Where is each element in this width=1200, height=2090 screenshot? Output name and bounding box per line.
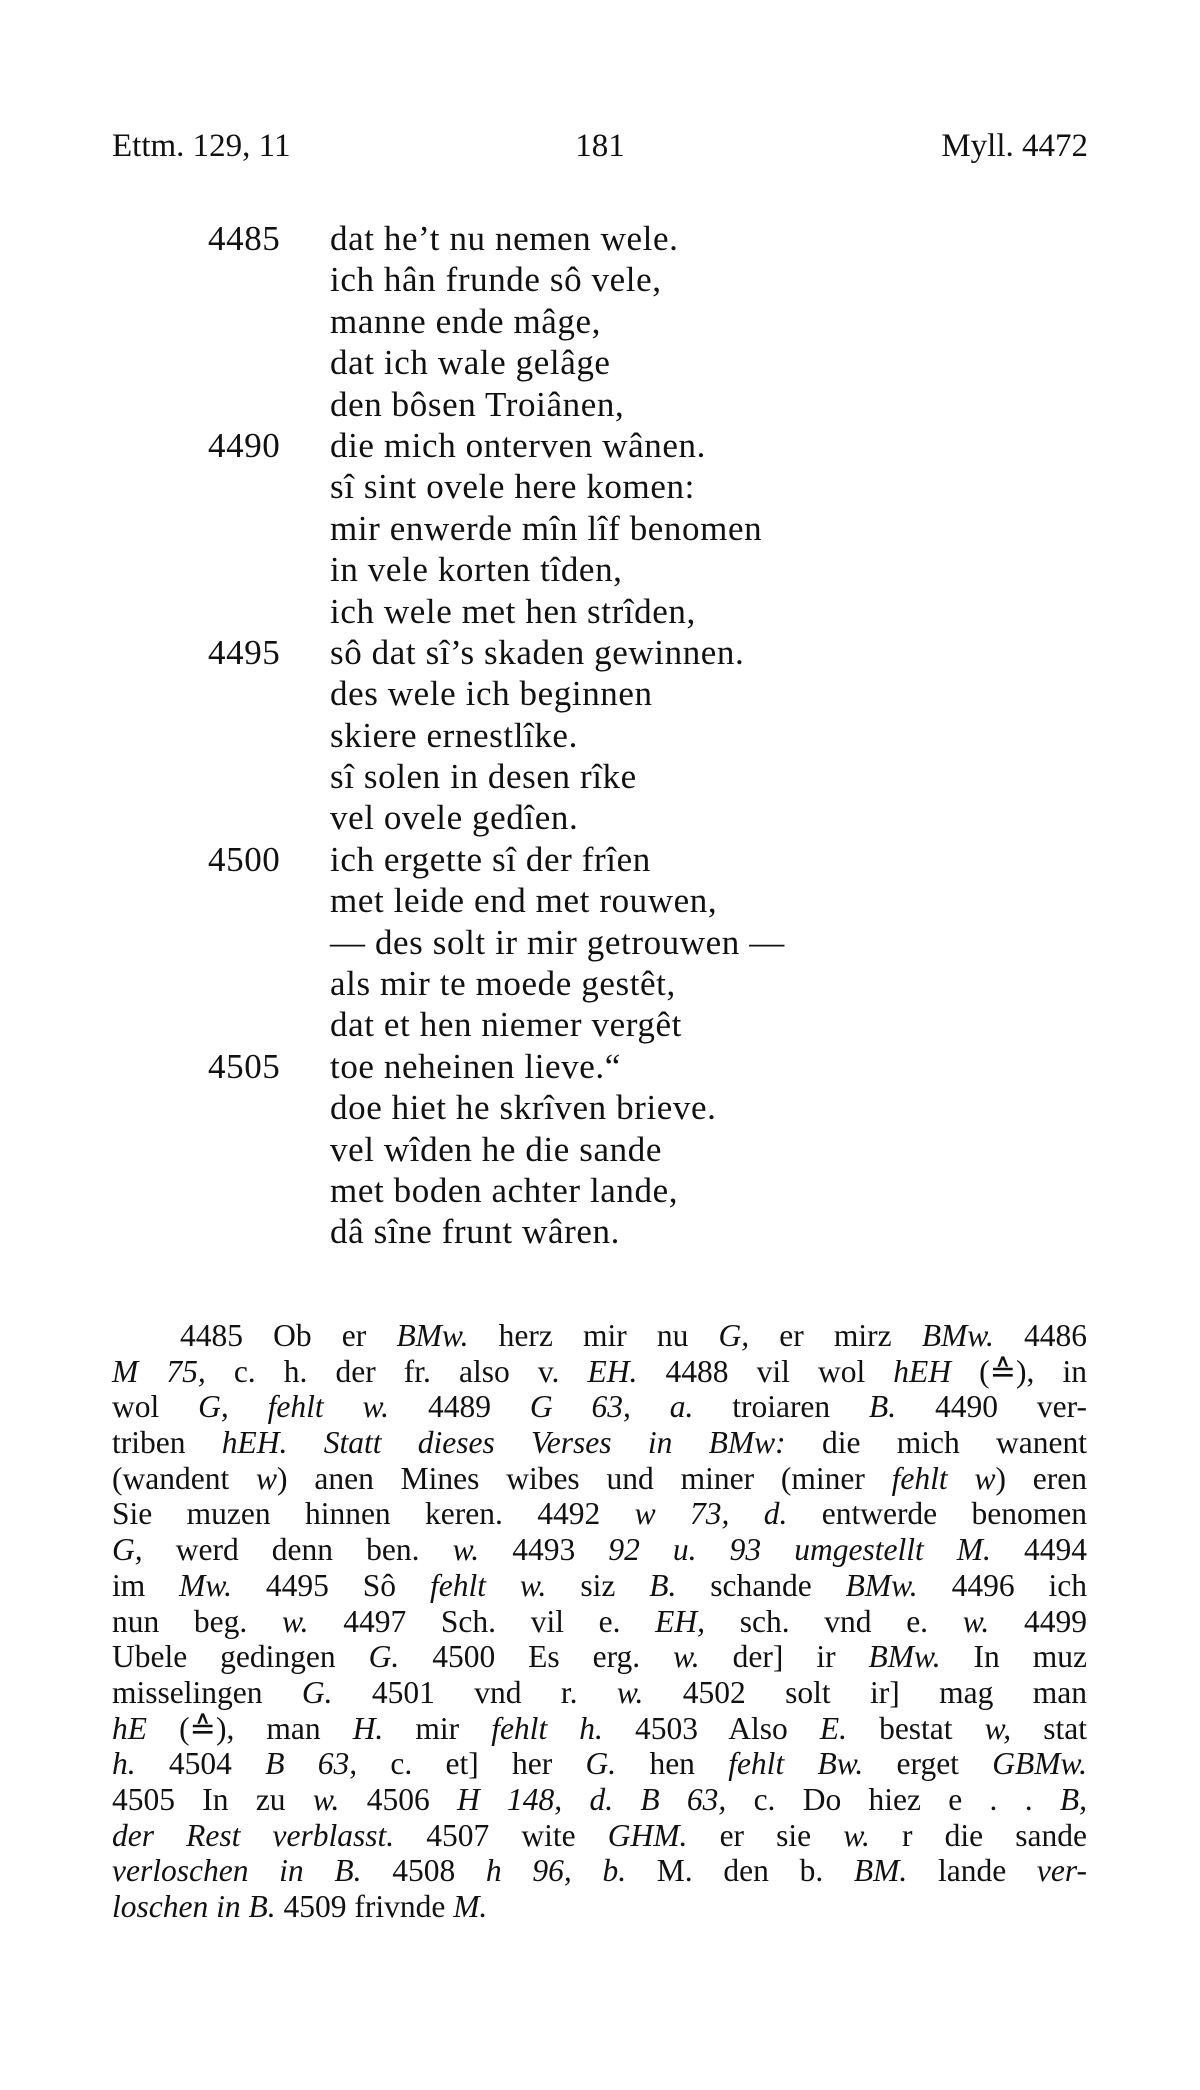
apparatus-siglum: Mw.: [179, 1567, 232, 1603]
apparatus-siglum: G, fehlt w.: [198, 1389, 390, 1425]
apparatus-text: troiaren: [693, 1389, 870, 1425]
apparatus-line: [112, 1711, 1087, 1747]
apparatus-line: [112, 1639, 1087, 1675]
apparatus-siglum: G.: [368, 1639, 400, 1675]
verse-text: doe hiet he skrîven brieve.: [330, 1088, 717, 1128]
verse-text: met boden achter lande,: [330, 1170, 679, 1210]
apparatus-text: 4489: [389, 1389, 530, 1425]
verse-line: [0, 1170, 1200, 1211]
verse-text: sî solen in desen rîke: [330, 757, 637, 797]
verse-text: met leide end met rouwen,: [330, 881, 718, 921]
apparatus-text: 4501 vnd r.: [332, 1674, 617, 1710]
apparatus-siglum: EH.: [587, 1353, 638, 1389]
page-number: 181: [575, 128, 625, 164]
verse-line: [0, 301, 1200, 342]
apparatus-text: wol: [112, 1389, 199, 1425]
verse-text: dat et hen niemer vergêt: [330, 1005, 682, 1045]
apparatus-text: c. Do hiez e . .: [726, 1781, 1060, 1817]
verse-text: skiere ernestlîke.: [330, 715, 578, 755]
apparatus-siglum: hEH: [893, 1353, 952, 1389]
apparatus-siglum: fehlt w: [891, 1460, 996, 1496]
apparatus-text: lande: [907, 1853, 1037, 1889]
verse-text: dat he’t nu nemen wele.: [330, 219, 679, 258]
verse-line: [0, 1211, 1200, 1252]
apparatus-siglum: H.: [352, 1710, 384, 1746]
verse-number: 4505: [208, 1046, 281, 1086]
apparatus-siglum: B,: [1059, 1781, 1087, 1817]
apparatus-text: Ubele gedingen: [112, 1639, 369, 1675]
apparatus-line: [112, 1389, 1087, 1425]
verse-text: dâ sîne frunt wâren.: [330, 1212, 620, 1252]
apparatus-siglum: BMw.: [396, 1318, 469, 1353]
apparatus-text: siz: [546, 1567, 650, 1603]
verse-text: ich wele met hen strîden,: [330, 591, 696, 631]
apparatus-text: 4506: [339, 1781, 457, 1817]
apparatus-text: 4490 ver-: [896, 1389, 1088, 1425]
verse-line: [0, 715, 1200, 756]
apparatus-siglum: verloschen in B.: [112, 1853, 362, 1889]
apparatus-text: c. h. der fr. also v.: [205, 1353, 588, 1389]
apparatus-siglum: BMw.: [921, 1318, 994, 1353]
apparatus-text: 4496 ich: [917, 1567, 1087, 1603]
apparatus-siglum: w.: [281, 1603, 309, 1639]
apparatus-siglum: G,: [112, 1532, 143, 1568]
apparatus-text: r die sande: [869, 1817, 1087, 1853]
apparatus-line: [112, 1496, 1087, 1532]
apparatus-siglum: B 63,: [265, 1746, 358, 1782]
verse-text-block: [0, 218, 1200, 1253]
verse-line: [0, 880, 1200, 921]
apparatus-text: 4497 Sch. vil e.: [308, 1603, 656, 1639]
apparatus-text: c. et] her: [357, 1746, 586, 1782]
running-header: [112, 126, 1088, 166]
apparatus-text: 4493: [479, 1532, 609, 1568]
verse-text: ich ergette sî der frîen: [330, 839, 651, 879]
apparatus-siglum: w 73, d.: [634, 1496, 788, 1532]
apparatus-text: 4509 frivnde: [275, 1889, 454, 1924]
verse-text: mir enwerde mîn lîf benomen: [330, 508, 763, 548]
apparatus-siglum: w.: [962, 1603, 990, 1639]
apparatus-text: misselingen: [112, 1674, 302, 1710]
apparatus-siglum: loschen in B.: [112, 1889, 276, 1924]
apparatus-siglum: H 148, d. B 63,: [457, 1781, 727, 1817]
apparatus-text: M. den b.: [626, 1853, 854, 1889]
verse-line: [0, 342, 1200, 383]
verse-line: [0, 756, 1200, 797]
verse-text: sî sint ovele here komen:: [330, 467, 695, 507]
apparatus-line: [112, 1461, 1087, 1497]
apparatus-siglum: GBMw.: [992, 1746, 1087, 1782]
verse-line: [0, 466, 1200, 507]
verse-line: [0, 1004, 1200, 1045]
verse-line: [0, 259, 1200, 300]
apparatus-siglum: fehlt w.: [429, 1567, 547, 1603]
verse-line: [0, 839, 1200, 880]
apparatus-line: [112, 1568, 1087, 1604]
apparatus-text: entwerde benomen: [787, 1496, 1087, 1532]
apparatus-siglum: B.: [869, 1389, 897, 1425]
apparatus-siglum: w.: [616, 1674, 644, 1710]
apparatus-siglum: G.: [585, 1746, 617, 1782]
apparatus-text: er sie: [687, 1817, 844, 1853]
apparatus-text: erget: [863, 1746, 993, 1782]
apparatus-text: 4485 Ob er: [180, 1318, 397, 1353]
apparatus-line: [112, 1354, 1087, 1390]
critical-apparatus: [112, 1318, 1087, 1925]
apparatus-text: schande: [676, 1567, 846, 1603]
verse-number: 4490: [208, 425, 281, 465]
verse-line: [0, 1087, 1200, 1128]
verse-line: [0, 384, 1200, 425]
apparatus-siglum: BM.: [853, 1853, 908, 1889]
apparatus-text: im: [112, 1567, 180, 1603]
apparatus-text: (≙), man: [147, 1710, 353, 1746]
apparatus-siglum: G 63, a.: [529, 1389, 694, 1425]
apparatus-line: [112, 1425, 1087, 1461]
apparatus-text: 4507 wite: [394, 1817, 608, 1853]
apparatus-text: 4503 Also: [602, 1710, 820, 1746]
verse-text: — des solt ir mir getrouwen —: [330, 922, 785, 962]
verse-text: vel wîden he die sande: [330, 1129, 662, 1169]
apparatus-siglum: der Rest verblasst.: [112, 1817, 395, 1853]
apparatus-text: herz mir nu: [468, 1318, 719, 1353]
apparatus-siglum: fehlt h.: [491, 1710, 603, 1746]
header-right-reference: Myll. 4472: [941, 128, 1088, 164]
apparatus-text: ) anen Mines wibes und miner (miner: [277, 1460, 892, 1496]
apparatus-text: 4499: [989, 1603, 1087, 1639]
verse-line: [0, 549, 1200, 590]
apparatus-text: der] ir: [699, 1639, 869, 1675]
verse-line: [0, 1129, 1200, 1170]
apparatus-siglum: 92 u. 93 umgestellt M.: [608, 1532, 991, 1568]
apparatus-siglum: hE: [112, 1710, 147, 1746]
apparatus-siglum: h 96, b.: [485, 1853, 627, 1889]
apparatus-siglum: hEH. Statt dieses Verses in BMw:: [221, 1425, 786, 1461]
apparatus-siglum: EH,: [655, 1603, 706, 1639]
apparatus-text: ) eren: [995, 1460, 1088, 1496]
apparatus-siglum: w,: [984, 1710, 1012, 1746]
verse-number: 4485: [208, 219, 281, 258]
apparatus-text: die mich wanent: [785, 1425, 1087, 1461]
apparatus-text: 4502 solt ir] mag man: [643, 1674, 1087, 1710]
apparatus-line: [112, 1675, 1087, 1711]
verse-text: die mich onterven wânen.: [330, 425, 706, 465]
apparatus-text: nun beg.: [112, 1603, 282, 1639]
apparatus-siglum: w.: [312, 1781, 340, 1817]
apparatus-text: In muz: [940, 1639, 1087, 1675]
apparatus-siglum: M.: [453, 1889, 488, 1924]
verse-number: 4500: [208, 839, 281, 879]
apparatus-line: [112, 1604, 1087, 1640]
apparatus-text: bestat: [847, 1710, 985, 1746]
verse-text: den bôsen Troiânen,: [330, 384, 625, 424]
apparatus-siglum: G,: [718, 1318, 750, 1353]
apparatus-text: mir: [383, 1710, 492, 1746]
apparatus-line: [112, 1889, 1087, 1925]
apparatus-siglum: G.: [301, 1674, 333, 1710]
apparatus-line: [112, 1853, 1087, 1889]
apparatus-line: [112, 1318, 1087, 1354]
apparatus-text: (≙), in: [951, 1353, 1087, 1389]
apparatus-siglum: w.: [673, 1639, 700, 1675]
verse-text: des wele ich beginnen: [330, 674, 653, 714]
apparatus-siglum: h.: [112, 1746, 136, 1782]
verse-text: sô dat sî’s skaden gewinnen.: [330, 632, 745, 672]
apparatus-text: 4504: [135, 1746, 266, 1782]
apparatus-text: er mirz: [749, 1318, 922, 1353]
apparatus-text: Sie muzen hinnen keren. 4492: [112, 1496, 635, 1532]
apparatus-siglum: GHM.: [607, 1817, 688, 1853]
apparatus-text: (wandent: [112, 1460, 257, 1496]
verse-text: manne ende mâge,: [330, 301, 602, 341]
apparatus-text: stat: [1011, 1710, 1087, 1746]
apparatus-text: hen: [616, 1746, 729, 1782]
verse-line: [0, 632, 1200, 673]
apparatus-text: sch. vnd e.: [705, 1603, 963, 1639]
apparatus-text: 4500 Es erg.: [399, 1639, 674, 1675]
verse-number: 4495: [208, 632, 281, 672]
header-left-reference: Ettm. 129, 11: [112, 128, 291, 164]
apparatus-line: [112, 1746, 1087, 1782]
apparatus-text: 4505 In zu: [112, 1781, 313, 1817]
apparatus-siglum: E.: [819, 1710, 847, 1746]
apparatus-siglum: B.: [649, 1567, 677, 1603]
verse-text: in vele korten tîden,: [330, 550, 623, 590]
apparatus-siglum: w.: [843, 1817, 870, 1853]
apparatus-text: 4494: [990, 1532, 1087, 1568]
verse-text: ich hân frunde sô vele,: [330, 260, 662, 300]
apparatus-line: [112, 1532, 1087, 1568]
verse-line: [0, 1046, 1200, 1087]
verse-line: [0, 797, 1200, 838]
apparatus-siglum: w: [256, 1460, 278, 1496]
verse-text: vel ovele gedîen.: [330, 798, 579, 838]
apparatus-siglum: BMw.: [845, 1567, 918, 1603]
verse-line: [0, 922, 1200, 963]
verse-line: [0, 591, 1200, 632]
apparatus-text: triben: [112, 1425, 222, 1461]
apparatus-line: [112, 1818, 1087, 1854]
apparatus-siglum: ver-: [1036, 1853, 1088, 1889]
apparatus-text: 4495 Sô: [231, 1567, 430, 1603]
verse-text: toe neheinen lieve.“: [330, 1046, 621, 1086]
verse-text: dat ich wale gelâge: [330, 343, 611, 383]
verse-line: [0, 673, 1200, 714]
apparatus-line: [112, 1782, 1087, 1818]
apparatus-text: 4508: [361, 1853, 486, 1889]
apparatus-text: 4488 vil wol: [637, 1353, 894, 1389]
apparatus-siglum: BMw.: [868, 1639, 941, 1675]
verse-line: [0, 963, 1200, 1004]
apparatus-siglum: fehlt Bw.: [728, 1746, 864, 1782]
apparatus-siglum: w.: [452, 1532, 480, 1568]
apparatus-text: werd denn ben.: [142, 1532, 453, 1568]
verse-line: [0, 508, 1200, 549]
apparatus-siglum: M 75,: [112, 1353, 206, 1389]
verse-line: [0, 425, 1200, 466]
verse-line: [0, 218, 1200, 259]
apparatus-text: 4486: [993, 1318, 1087, 1353]
verse-text: als mir te moede gestêt,: [330, 964, 676, 1004]
